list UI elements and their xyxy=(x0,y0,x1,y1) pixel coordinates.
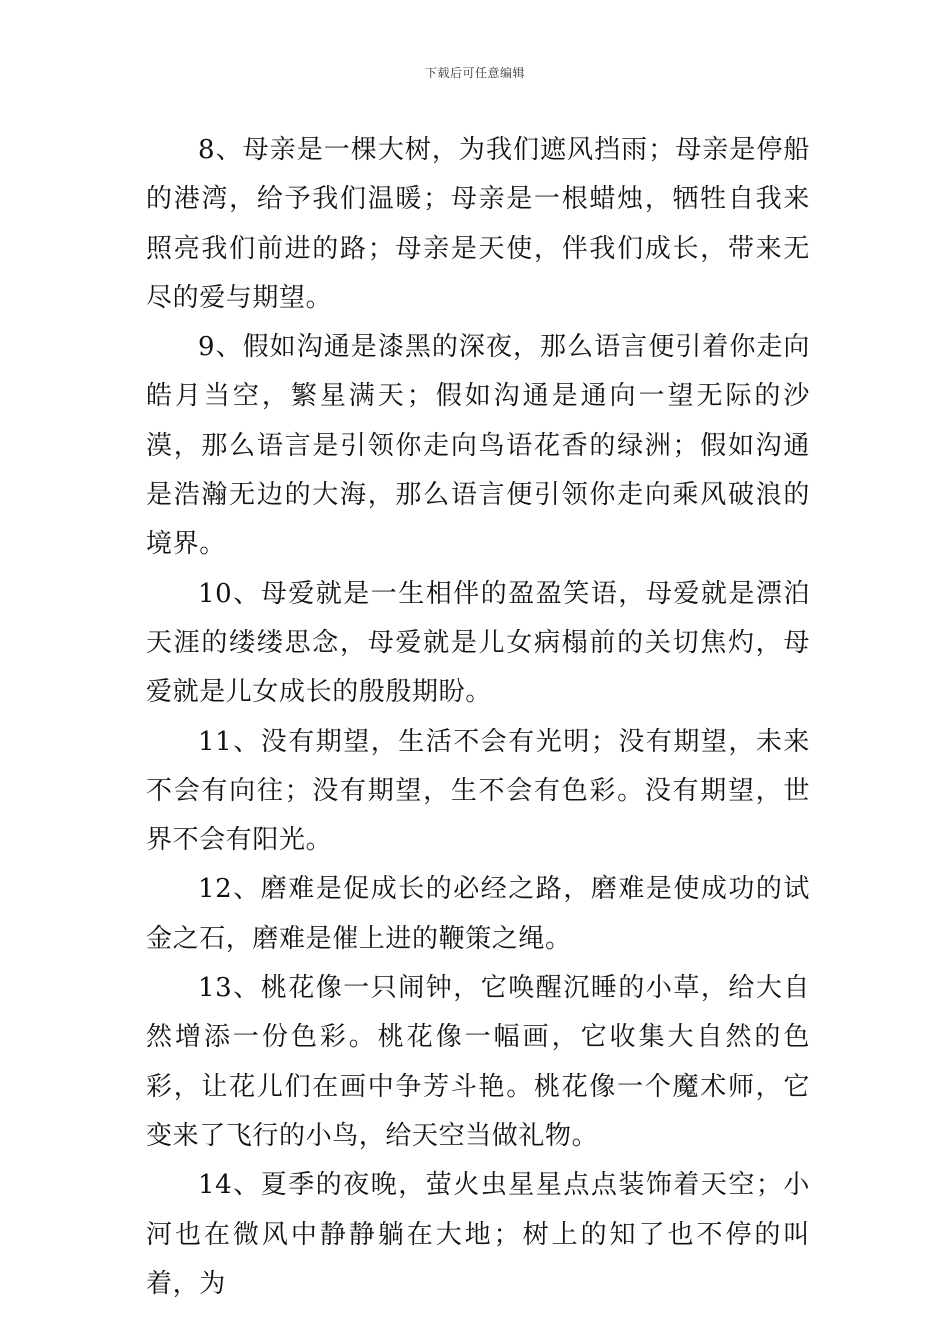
paragraph-11: 11、没有期望，生活不会有光明；没有期望，未来不会有向往；没有期望，生不会有色彩。没有期望，世界不会有阳光。 xyxy=(146,726,810,856)
paragraph-10: 10、母爱就是一生相伴的盈盈笑语，母爱就是漂泊天涯的缕缕思念，母爱就是儿女病榻前的关切焦灼，母爱就是儿女成长的殷殷期盼。 xyxy=(146,578,810,708)
header-note: 下载后可任意编辑 xyxy=(424,66,525,80)
paragraph-12: 12、磨难是促成长的必经之路，磨难是使成功的试金之石，磨难是催上进的鞭策之绳。 xyxy=(146,874,810,954)
body-text xyxy=(146,126,810,1309)
paragraph-9: 9、假如沟通是漆黑的深夜，那么语言便引着你走向皓月当空，繁星满天；假如沟通是通向一望无际的沙漠，那么语言是引领你走向鸟语花香的绿洲；假如沟通是浩瀚无边的大海，那么语言便引领你走向乘风破浪的境界。 xyxy=(146,332,810,560)
paragraph-8: 8、母亲是一棵大树，为我们遮风挡雨；母亲是停船的港湾，给予我们温暖；母亲是一根蜡烛，牺牲自我来照亮我们前进的路；母亲是天使，伴我们成长，带来无尽的爱与期望。 xyxy=(146,135,810,313)
paragraph-14: 14、夏季的夜晚，萤火虫星星点点装饰着天空；小河也在微风中静静躺在大地；树上的知了也不停的叫着，为 xyxy=(146,1170,810,1299)
paragraph-13: 13、桃花像一只闹钟，它唤醒沉睡的小草，给大自然增添一份色彩。桃花像一幅画，它收集大自然的色彩，让花儿们在画中争芳斗艳。桃花像一个魔术师，它变来了飞行的小鸟，给天空当做礼物。 xyxy=(146,973,810,1151)
